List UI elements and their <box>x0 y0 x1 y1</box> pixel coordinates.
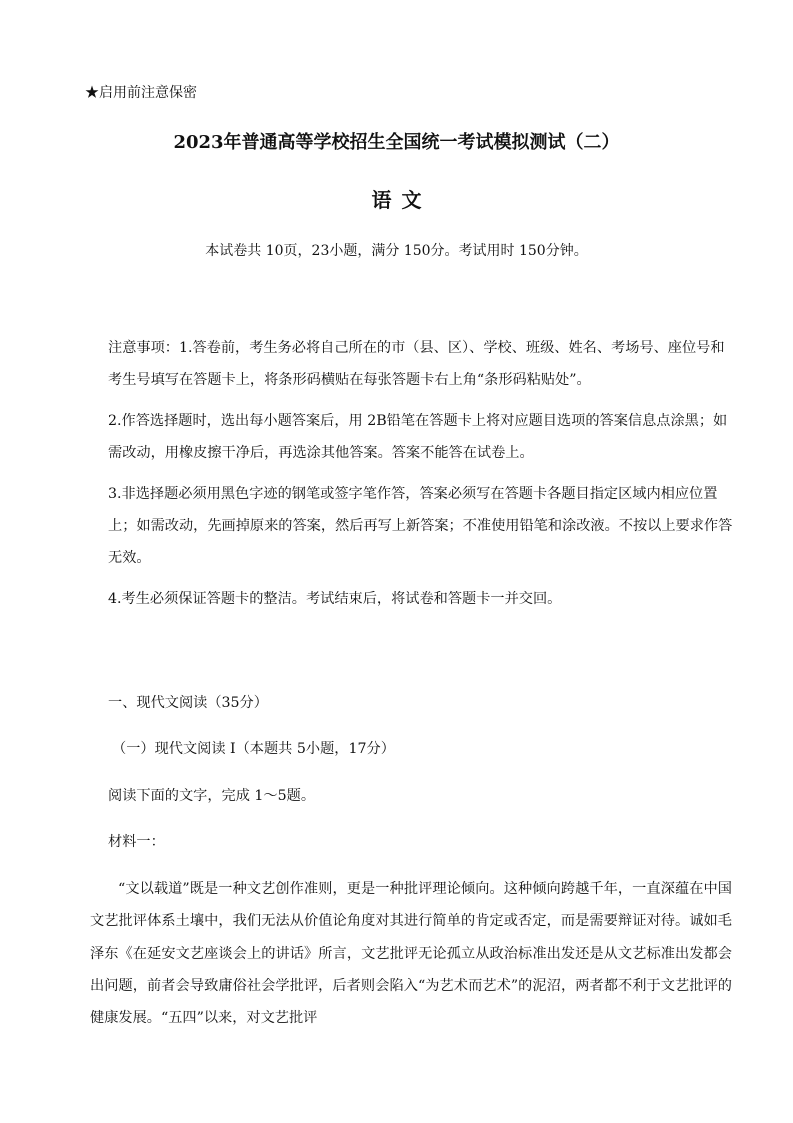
exam-title: 2023年普通高等学校招生全国统一考试模拟测试（二） <box>173 132 620 153</box>
exam-info: 本试卷共 10页，23小题，满分 150分。考试用时 150分钟。 <box>205 243 588 259</box>
reading-instruction: 阅读下面的文字，完成 1～5题。 <box>108 788 316 804</box>
notice-block <box>108 332 733 624</box>
notice-item-4: 4.考生必须保证答题卡的整洁。考试结束后，将试卷和答题卡一并交回。 <box>108 591 562 607</box>
notice-item-1: 注意事项：1.答卷前，考生务必将自己所在的市（县、区）、学校、班级、姓名、考场号、座位号和考生号填写在答题卡上，将条形码横贴在每张答题卡右上角“条形码粘贴处”。 <box>108 340 725 388</box>
notice-item-2: 2.作答选择题时，选出每小题答案后，用 2B铅笔在答题卡上将对应题目选项的答案信息点涂黑；如需改动，用橡皮擦干净后，再选涂其他答案。答案不能答在试卷上。 <box>108 413 728 461</box>
section-heading: 一、现代文阅读（35分） <box>108 695 268 711</box>
subsection-heading: （一）现代文阅读 I（本题共 5小题，17分） <box>112 741 395 757</box>
material-label: 材料一： <box>108 834 165 850</box>
subject-title: 语文 <box>371 188 432 212</box>
confidential-notice: ★启用前注意保密 <box>85 85 197 101</box>
notice-item-3: 3.非选择题必须用黑色字迹的钢笔或签字笔作答，答案必须写在答题卡各题目指定区域内相应位置上；如需改动，先画掉原来的答案，然后再写上新答案；不准使用铅笔和涂改液。不按以上要求作答无效。 <box>108 486 733 566</box>
reading-passage: “文以载道”既是一种文艺创作准则，更是一种批评理论倾向。这种倾向跨越千年，一直深蕴在中国文艺批评体系土壤中，我们无法从价值论角度对其进行简单的肯定或否定，而是需要辩证对待。诚如毛泽东《在延安文艺座谈会上的讲话》所言，文艺批评无论孤立从政治标准出发还是从文艺标准出发都会出问题，前者会导致庸俗社会学批评，后者则会陷入“为艺术而艺术”的泥沼，两者都不利于文艺批评的健康发展。“五四”以来，对文艺批评 <box>90 881 732 1027</box>
